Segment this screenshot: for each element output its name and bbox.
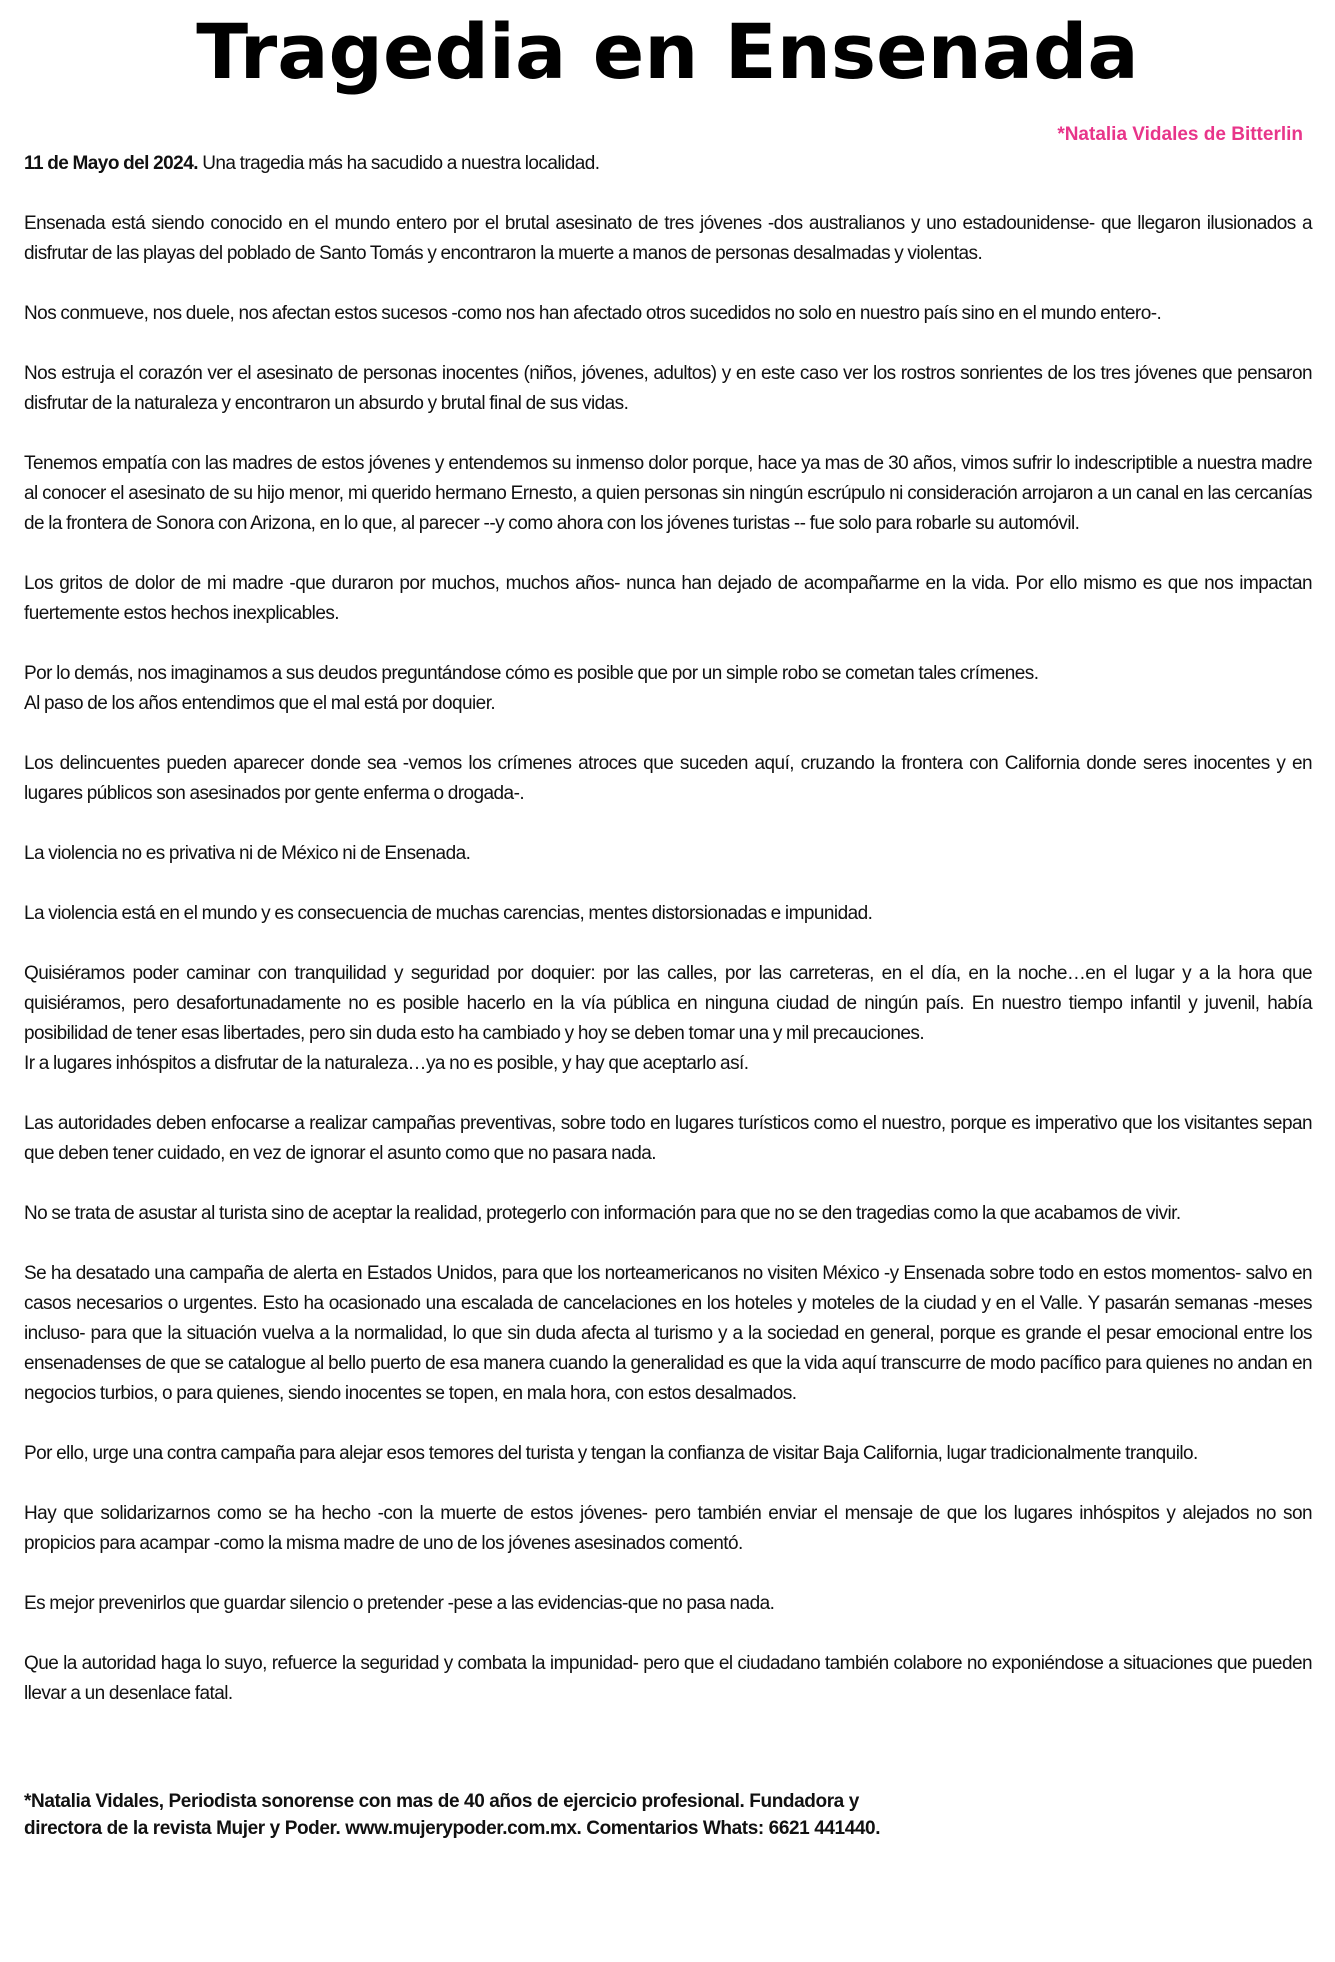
article-paragraph: Ensenada está siendo conocido en el mundo entero por el brutal asesinato de tres jóvenes -dos australianos y uno estadounidense- que llegaron ilusionados a disfrutar de las playas del poblado de Santo Tomás y encontraron la muerte a manos de personas desalmadas y violentas. <box>24 213 1312 264</box>
article-paragraph: La violencia está en el mundo y es consecuencia de muchas carencias, mentes distorsionadas e impunidad. <box>24 903 873 924</box>
article-paragraph: Por ello, urge una contra campaña para alejar esos temores del turista y tengan la confianza de visitar Baja California, lugar tradicionalmente tranquilo. <box>24 1443 1198 1464</box>
article-paragraph: Se ha desatado una campaña de alerta en Estados Unidos, para que los norteamericanos no visiten México -y Ensenada sobre todo en estos momentos- salvo en casos necesarios o urgentes. Esto ha ocasionado una escalada de cancelaciones en los hoteles y moteles de la ciudad y en el Valle. Y pasarán semanas -meses incluso- para que la situación vuelva a la normalidad, lo que sin duda afecta al turismo y a la sociedad en general, porque es grande el pesar emocional entre los ensenadenses de que se catalogue al bello puerto de esa manera cuando la generalidad es que la vida aquí transcurre de modo pacífico para quienes no andan en negocios turbios, o para quienes, siendo inocentes se topen, en mala hora, con estos desalmados. <box>24 1263 1312 1404</box>
article-paragraph: Nos conmueve, nos duele, nos afectan estos sucesos -como nos han afectado otros sucedidos no solo en nuestro país sino en el mundo entero-. <box>24 303 1162 324</box>
dateline: 11 de Mayo del 2024. <box>24 153 198 174</box>
paragraph-line: Por lo demás, nos imaginamos a sus deudos preguntándose cómo es posible que por un simple robo se cometan tales crímenes. <box>24 663 1039 684</box>
article-paragraph: La violencia no es privativa ni de México ni de Ensenada. <box>24 843 471 864</box>
author-byline: *Natalia Vidales de Bitterlin <box>1057 124 1303 145</box>
article-paragraph: Es mejor prevenirlos que guardar silencio o pretender -pese a las evidencias-que no pasa nada. <box>24 1593 775 1614</box>
author-footnote <box>24 1788 1312 1842</box>
footnote-line: directora de la revista Mujer y Poder. www.mujerypoder.com.mx. Comentarios Whats: 6621 441440. <box>24 1818 881 1839</box>
article-paragraph: Los gritos de dolor de mi madre -que duraron por muchos, muchos años- nunca han dejado de acompañarme en la vida. Por ello mismo es que nos impactan fuertemente estos hechos inexplicables. <box>24 573 1312 624</box>
article-paragraph <box>24 149 1312 179</box>
article-paragraph: No se trata de asustar al turista sino de aceptar la realidad, protegerlo con información para que no se den tragedias como la que acabamos de vivir. <box>24 1203 1181 1224</box>
article-paragraph: Que la autoridad haga lo suyo, refuerce la seguridad y combata la impunidad- pero que el ciudadano también colabore no exponiéndose a situaciones que pueden llevar a un desenlace fatal. <box>24 1653 1312 1704</box>
article-paragraph: Los delincuentes pueden aparecer donde sea -vemos los crímenes atroces que suceden aquí, cruzando la frontera con California donde seres inocentes y en lugares públicos son asesinados por gente enferma o drogada-. <box>24 753 1312 804</box>
paragraph-line: Ir a lugares inhóspitos a disfrutar de la naturaleza…ya no es posible, y hay que aceptarlo así. <box>24 1053 749 1074</box>
article-paragraph: Las autoridades deben enfocarse a realizar campañas preventivas, sobre todo en lugares turísticos como el nuestro, porque es imperativo que los visitantes sepan que deben tener cuidado, en vez de ignorar el asunto como que no pasara nada. <box>24 1113 1312 1164</box>
article-title: Tragedia en Ensenada <box>196 7 1139 96</box>
article-paragraph <box>24 959 1312 1079</box>
paragraph-line: Quisiéramos poder caminar con tranquilidad y seguridad por doquier: por las calles, por las carreteras, en el día, en la noche…en el lugar y a la hora que quisiéramos, pero desafortunadamente no es posible hacerlo en la vía pública en ninguna ciudad de ningún país. En nuestro tiempo infantil y juvenil, había posibilidad de tener esas libertades, pero sin duda esto ha cambiado y hoy se deben tomar una y mil precauciones. <box>24 963 1312 1044</box>
article-paragraph <box>24 659 1312 719</box>
article-paragraph: Tenemos empatía con las madres de estos jóvenes y entendemos su inmenso dolor porque, hace ya mas de 30 años, vimos sufrir lo indescriptible a nuestra madre al conocer el asesinato de su hijo menor, mi querido hermano Ernesto, a quien personas sin ningún escrúpulo ni consideración arrojaron a un canal en las cercanías de la frontera de Sonora con Arizona, en lo que, al parecer --y como ahora con los jóvenes turistas -- fue solo para robarle su automóvil. <box>24 453 1312 534</box>
article-paragraph: Hay que solidarizarnos como se ha hecho -con la muerte de estos jóvenes- pero también enviar el mensaje de que los lugares inhóspitos y alejados no son propicios para acampar -como la misma madre de uno de los jóvenes asesinados comentó. <box>24 1503 1312 1554</box>
paragraph-line: Al paso de los años entendimos que el mal está por doquier. <box>24 693 496 714</box>
paragraph-text: Una tragedia más ha sacudido a nuestra localidad. <box>202 153 600 174</box>
article-body <box>24 149 1312 1739</box>
article-paragraph: Nos estruja el corazón ver el asesinato de personas inocentes (niños, jóvenes, adultos) y en este caso ver los rostros sonrientes de los tres jóvenes que pensaron disfrutar de la naturaleza y encontraron un absurdo y brutal final de sus vidas. <box>24 363 1312 414</box>
footnote-line: *Natalia Vidales, Periodista sonorense con mas de 40 años de ejercicio profesional. Fundadora y <box>24 1791 859 1812</box>
